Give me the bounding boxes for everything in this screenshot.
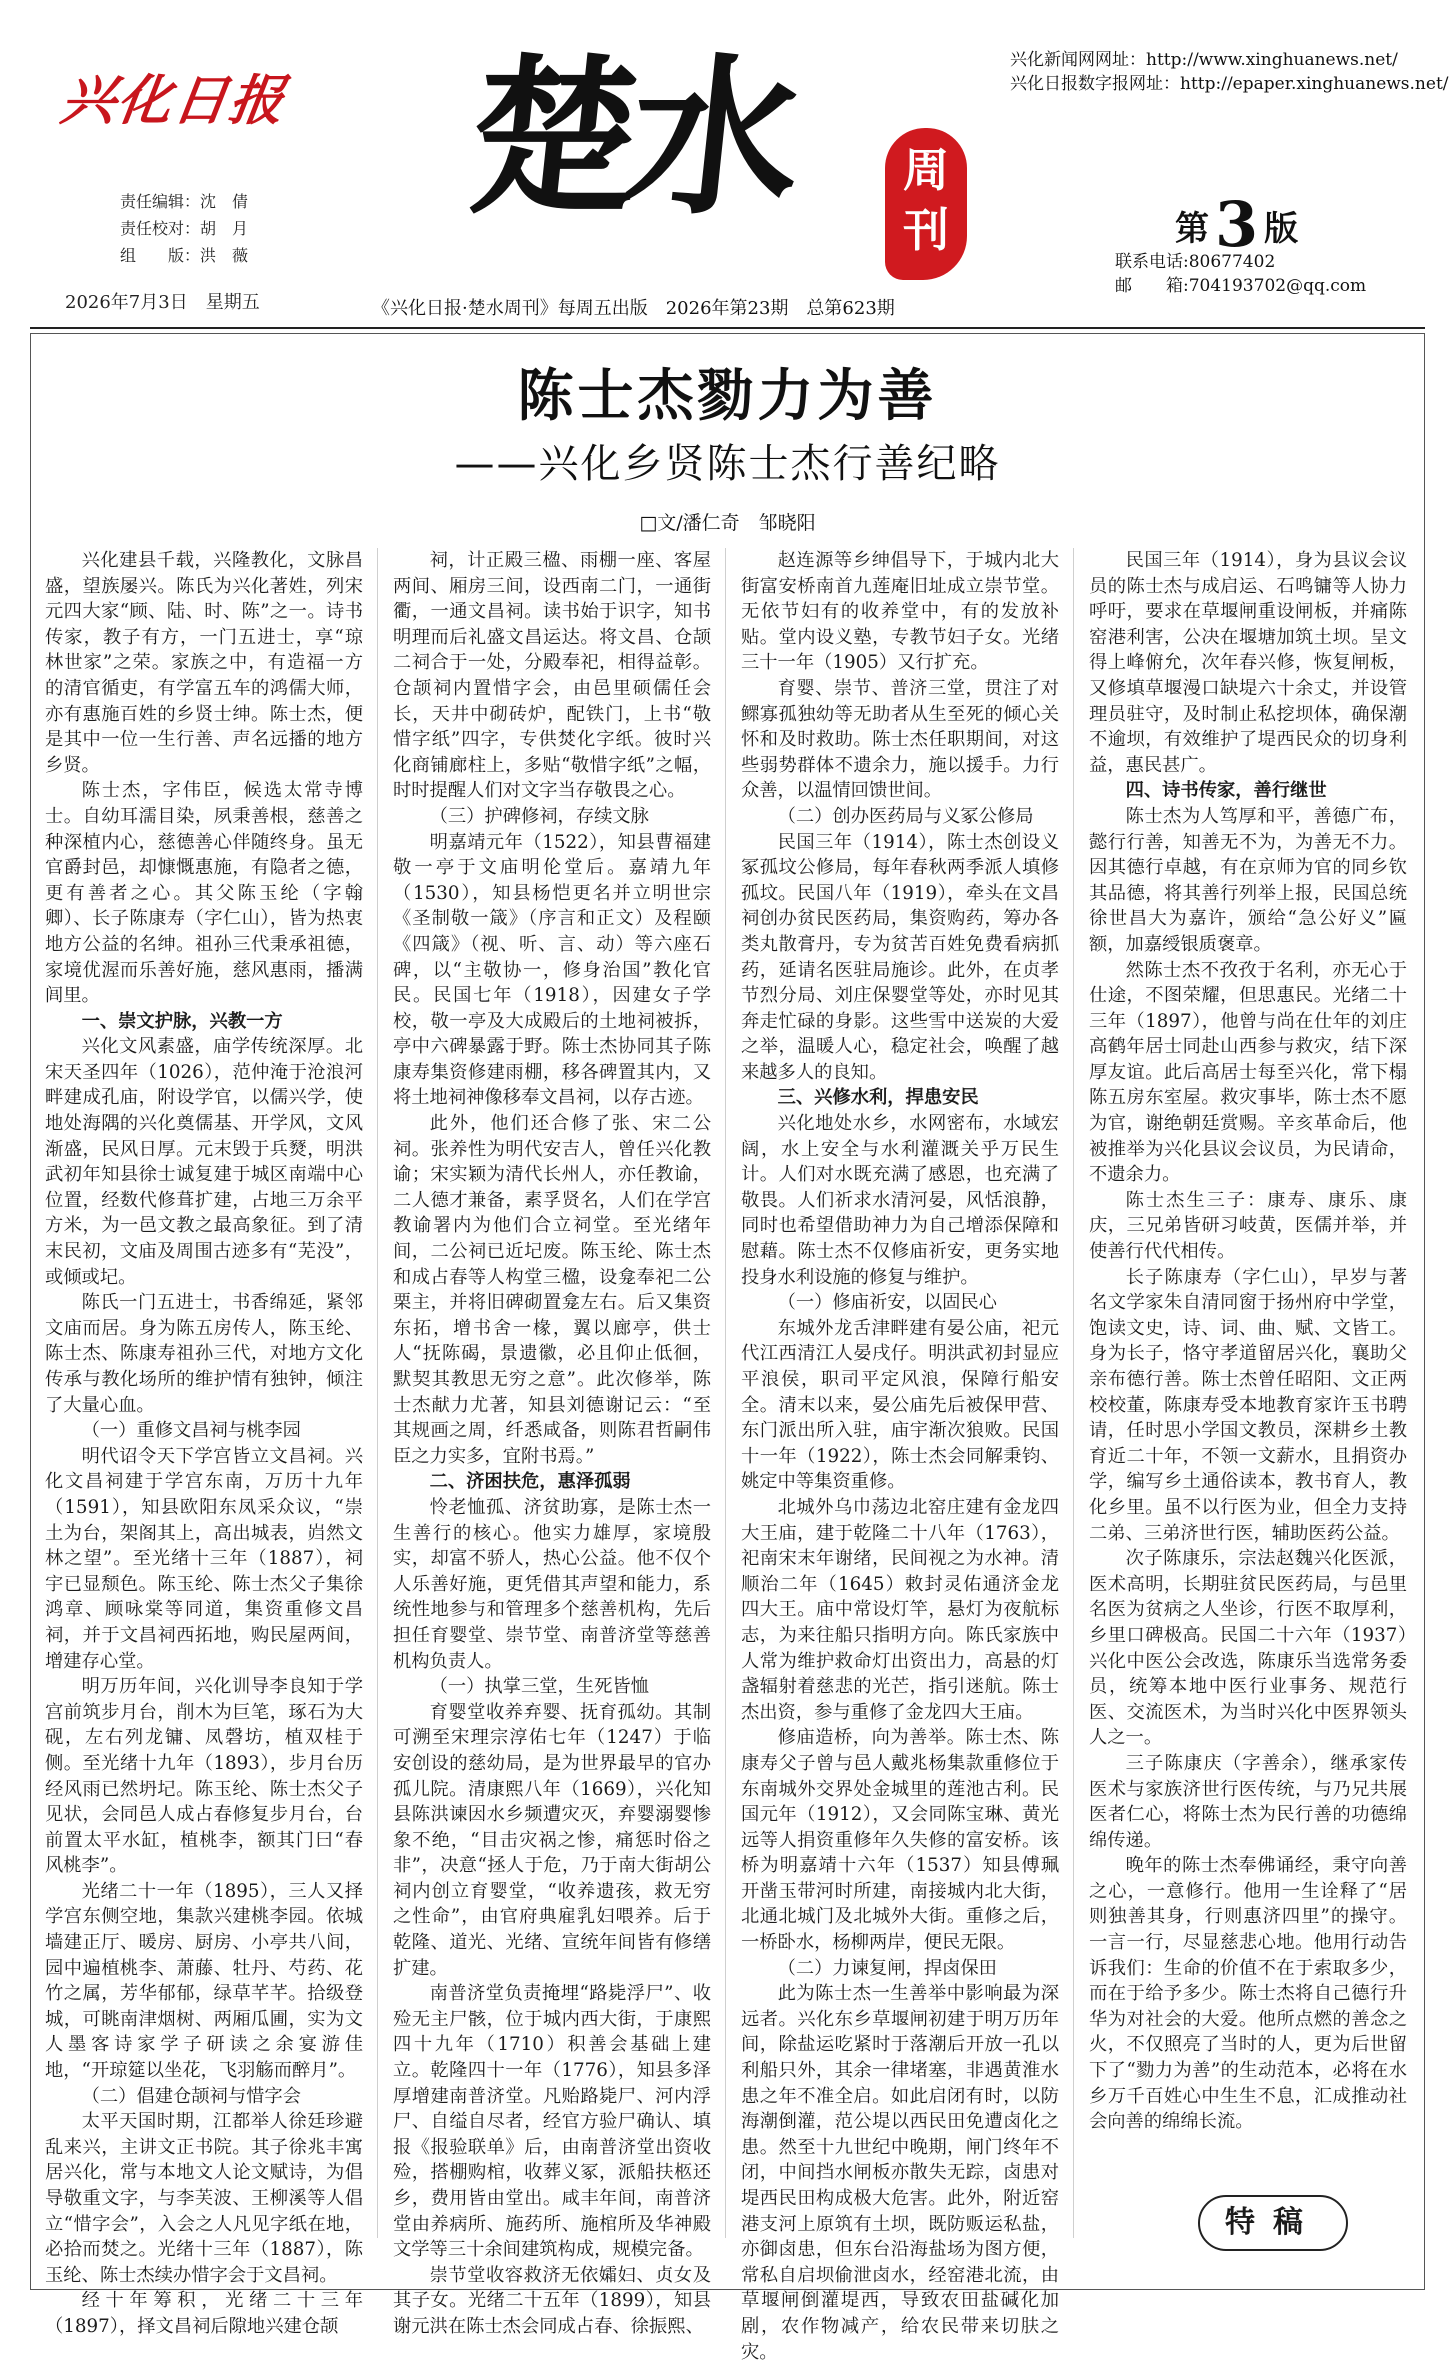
section-heading: 一、崇文护脉，兴教一方: [81, 1010, 283, 1032]
page-number-value: 3: [1215, 188, 1259, 261]
article-byline: □文/潘仁奇 邹晓阳: [639, 512, 816, 534]
column-divider: [725, 548, 726, 2238]
subsection-heading: （一）执掌三堂，生死皆恤: [429, 1676, 649, 1698]
credit-line: 责任校对：胡 月: [120, 219, 249, 238]
contact-email: 邮 箱:704193702@qq.com: [1115, 276, 1367, 296]
masthead-rule: [30, 327, 1425, 329]
paragraph: 长子陈康寿（字仁山），早岁与著名文学家朱自清同窗于扬州府中学堂，饱读文史，诗、词、曲、赋、文皆工。身为长子，恪守孝道留居兴化，襄助父亲布德行善。陈士杰曾任昭阳、文正两校校董，陈康寿受本地教育家许玉书聘请，任时思小学国文教员，深耕乡土教育近二十年，不领一文薪水，且捐资办学，编写乡土通俗读本，教书育人，教化乡里。虽不以行医为业，但全力支持二弟、三弟济世行医，辅助医药公益。: [1089, 1266, 1407, 1544]
paragraph: 太平天国时期，江都举人徐廷珍避乱来兴，主讲文正书院。其子徐兆丰寓居兴化，常与本地文人论文赋诗，为倡导敬重文字，与李芙波、王柳溪等人倡立“惜字会”，入会之人凡见字纸在地，必拾而焚之。光绪十三年（1887），陈玉纶、陈士杰续办惜字会于文昌祠。: [45, 2111, 363, 2286]
paragraph: 兴化地处水乡，水网密布，水域宏阔，水上安全与水利灌溉关乎万民生计。人们对水既充满了感恩，也充满了敬畏。人们祈求水清河晏，风恬浪静，同时也希望借助神力为自己增添保障和慰藉。陈士杰不仅修庙祈安，更务实地投身水利设施的修复与维护。: [741, 1113, 1059, 1288]
issue-line: 《兴化日报·楚水周刊》每周五出版 2026年第23期 总第623期: [372, 298, 895, 319]
paragraph: 民国三年（1914），身为县议会议员的陈士杰与成启运、石鸣镛等人协力呼吁，要求在草堰闸重设闸板，并痛陈窑港利害，公决在堰塘加筑土坝。呈文得上峰俯允，次年春兴修，恢复闸板，又修填草堰漫口缺堤六十余丈，并设管理员驻守，及时制止私挖坝体，确保潮不逾坝，有效维护了堤西民众的切身利益，惠民甚广。: [1089, 550, 1407, 776]
paragraph: 民国三年（1914），陈士杰创设义冢孤坟公修局，每年春秋两季派人填修孤坟。民国八年（1919），牵头在文昌祠创办贫民医药局，集资购药，筹办各类丸散膏丹，专为贫苦百姓免费看病抓药，延请名医驻局施诊。此外，在贞孝节烈分局、刘庄保婴堂等处，亦时见其奔走忙碌的身影。这些雪中送炭的大爱之举，温暖人心，稳定社会，唤醒了越来越多人的良知。: [741, 831, 1059, 1083]
section-heading: 三、兴修水利，捍患安民: [777, 1087, 979, 1109]
special-feature-stamp: 特稿: [1198, 2195, 1348, 2251]
paragraph: 明代诏令天下学宫皆立文昌祠。兴化文昌祠建于学宫东南，万历十九年（1591），知县欧阳东凤采众议，“崇土为台，架阁其上，高出城表，岿然文林之望”。至光绪十三年（1887），祠宇已显颓色。陈玉纶、陈士杰父子集徐鸿章、顾咏棠等同道，集资重修文昌祠，并于文昌祠西拓地，购民屋两间，增建存心堂。: [45, 1445, 363, 1672]
paragraph: 陈氏一门五进士，书香绵延，紧邻文庙而居。身为陈五房传人，陈玉纶、陈士杰、陈康寿祖孙三代，对地方文化传承与教化场所的维护情有独钟，倾注了大量心血。: [45, 1292, 363, 1416]
paragraph: 然陈士杰不孜孜于名利，亦无心于仕途，不图荣耀，但思惠民。光绪二十三年（1897），他曾与尚在仕年的刘庄高鹤年居士同赴山西参与救灾，结下深厚友谊。此后高居士每至兴化，常下榻陈五房东室屋。救灾事毕，陈士杰不愿为官，谢绝朝廷赏赐。辛亥革命后，他被推举为兴化县议会议员，为民请命，不遗余力。: [1089, 959, 1407, 1186]
contact-phone: 联系电话:80677402: [1115, 252, 1276, 272]
paragraph: 陈士杰为人笃厚和平，善德广布，懿行行善，知善无不为，为善无不力。因其德行卓越，有在京师为官的同乡钦其品德，将其善行列举上报，民国总统徐世昌大为嘉许，颁给“急公好义”匾额，加嘉绶银质褒章。: [1089, 805, 1407, 955]
paragraph: 北城外乌巾荡边北窑庄建有金龙四大王庙，建于乾隆二十八年（1763），祀南宋末年谢绪，民间视之为水神。清顺治二年（1645）敕封灵佑通济金龙四大王。庙中常设灯竿，悬灯为夜航标志，为来往船只指明方向。陈氏家族中人常为维护救命灯出资出力，高悬的灯盏辐射着慈悲的光芒，指引迷航。陈士杰出资，参与重修了金龙四大王庙。: [741, 1496, 1059, 1723]
epaper-url[interactable]: 兴化日报数字报网址：http://epaper.xinghuanews.net/: [1010, 74, 1449, 94]
subsection-heading: （二）倡建仓颉祠与惜字会: [81, 2085, 301, 2107]
paragraph: 怜老恤孤、济贫助寡，是陈士杰一生善行的核心。他实力雄厚，家境殷实，却富不骄人，热心公益。他不仅个人乐善好施，更凭借其声望和能力，系统性地参与和管理多个慈善机构，先后担任育婴堂、崇节堂、南普济堂等慈善机构负责人。: [393, 1496, 711, 1672]
paragraph: 陈士杰生三子：康寿、康乐、康庆，三兄弟皆研习岐黄，医儒并举，并使善行代代相传。: [1089, 1189, 1407, 1263]
paragraph: 晚年的陈士杰奉佛诵经，秉守向善之心，一意修行。他用一生诠释了“居则独善其身，行则惠济四里”的操守。一言一行，尽显慈悲心地。他用行动告诉我们：生命的价值不在于索取多少，而在于给予多少。陈士杰将自己德行升华为对社会的大爱。他所点燃的善念之火，不仅照亮了当时的人，更为后世留下了“勠力为善”的生动范本，必将在水乡万千百姓心中生生不息，汇成推动社会向善的绵绵长流。: [1089, 1855, 1407, 2133]
website-info: [1010, 48, 1449, 96]
subsection-heading: （二）创办医药局与义冢公修局: [777, 805, 1034, 827]
subsection-heading: （三）护碑修祠，存续文脉: [429, 805, 649, 827]
subsection-heading: （一）重修文昌祠与桃李园: [81, 1420, 301, 1442]
paragraph: 育婴堂收养弃婴、抚育孤幼。其制可溯至宋理宗淳佑七年（1247）于临安创设的慈幼局，是为世界最早的官办孤儿院。清康熙八年（1669），兴化知县陈洪谏因水乡频遭灾灭，弃婴溺婴惨象不绝，“目击灾祸之惨，痛惩时俗之非”，决意“拯人于危，乃于南大街胡公祠内创立育婴堂，“收养遗孩，救无穷之性命”，由官府典雇乳妇喂养。后于乾隆、道光、光绪、宣统年间皆有修缮扩建。: [393, 1701, 711, 1979]
paragraph: 此外，他们还合修了张、宋二公祠。张养性为明代安吉人，曾任兴化教谕；宋实颖为清代长州人，亦任教谕，二人德才兼备，素孚贤名，人们在学宫教谕署内为他们合立祠堂。至光绪年间，二公祠已近圮废。陈玉纶、陈士杰和成占春等人构堂三楹，设龛奉祀二公栗主，并将旧碑砌置龛左右。后又集资东拓，增书舍一椽，翼以廊亭，供士人“抚陈碣，景遗徽，必且仰止低徊，默契其教思无穷之意”。此次修举，陈士杰献力尤著，知县刘德谢记云：“至其规画之周，纤悉咸备，则陈君哲嗣伟臣之力实多，宜附书焉。”: [393, 1113, 711, 1467]
paragraph: 崇节堂收容救济无依孀妇、贞女及其子女。光绪二十五年（1899），知县谢元洪在陈士杰会同成占春、徐振熙、: [393, 2264, 711, 2337]
contact-info: [1115, 250, 1366, 298]
paragraph: 兴化文风素盛，庙学传统深厚。北宋天圣四年（1026），范仲淹于沧浪河畔建成孔庙，附设学官，以儒兴学，使地处海隅的兴化奠儒基、开学风，文风渐盛，民风日厚。元末毁于兵燹，明洪武初年知县徐士诚复建于城区南端中心位置，经数代修葺扩建，占地三万余平方米，为一邑文教之最高象征。到了清末民初，文庙及周围古迹多有“芜没”，或倾或圮。: [45, 1036, 363, 1288]
article-column-1: [45, 548, 363, 2340]
paragraph: 祠，计正殿三楹、雨棚一座、客屋两间、厢房三间，设西南二门，一通街衢，一通文昌祠。读书始于识字，知书明理而后礼盛文昌运达。将文昌、仓颉二祠合于一处，分殿奉祀，相得益彰。仓颉祠内置惜字会，由邑里硕儒任会长，天井中砌砖炉，配铁门，上书“敬惜字纸”四字，专供焚化字纸。彼时兴化商铺廊柱上，多贴“敬惜字纸”之幅，时时提醒人们对文字当存敬畏之心。: [393, 550, 711, 802]
column-divider: [1073, 548, 1074, 2238]
article-column-4: [1089, 548, 1407, 2135]
news-site-url[interactable]: 兴化新闻网网址：http://www.xinghuanews.net/: [1010, 50, 1398, 70]
paragraph: 此为陈士杰一生善举中影响最为深远者。兴化东乡草堰闸初建于明万历年间，除盐运吃紧时于落潮后开放一孔以利船只外，其余一律堵塞，非遇黄淮水患之年不准全启。如此启闭有时，以防海潮倒灌，范公堤以西民田免遭卤化之患。然至十九世纪中晚期，闸门终年不闭，中间挡水闸板亦散失无踪，卤患对堤西民田构成极大危害。此外，附近窑港支河上原筑有土坝，既防贩运私盐，亦御卤患，但东台沿海盐场为图方便，常私自启坝偷泄卤水，经窑港北流，由草堰闸倒灌堤西，导致农田盐碱化加剧，农作物减产，给农民带来切肤之灾。: [741, 1983, 1059, 2363]
credit-line: 组 版：洪 薇: [120, 246, 249, 265]
section-heading: 四、诗书传家，善行继世: [1125, 780, 1327, 802]
paragraph: 修庙造桥，向为善举。陈士杰、陈康寿父子曾与邑人戴兆杨集款重修位于东南城外交界处金城里的莲池古利。民国元年（1912），又会同陈宝琳、黄光远等人捐资重修年久失修的富安桥。该桥为明嘉靖十六年（1537）知县傅珮开凿玉带河时所建，南接城内北大街，北通北城门及北城外大街。重修之后，一桥卧水，杨柳两岸，便民无限。: [741, 1727, 1059, 1954]
section-heading: 二、济困扶危，惠泽孤弱: [429, 1471, 631, 1493]
article-column-2: [393, 548, 711, 2340]
publish-date: 2026年7月3日 星期五: [65, 292, 260, 313]
paragraph: 三子陈康庆（字善余），继承家传医术与家族济世行医传统，与乃兄共展医者仁心，将陈士杰为民行善的功德绵绵传递。: [1089, 1752, 1407, 1851]
paragraph: 陈士杰，字伟臣，候选太常寺博士。自幼耳濡目染，夙秉善根，慈善之种深植内心，慈德善心伴随终身。虽无官爵封邑，却慷慨惠施，有隐者之德，更有善者之心。其父陈玉纶（字翰卿）、长子陈康寿（字仁山），皆为热衷地方公益的名绅。祖孙三代秉承祖德，家境优渥而乐善好施，慈风惠雨，播满闾里。: [45, 780, 363, 1007]
paragraph: 明嘉靖元年（1522），知县曹福建敬一亭于文庙明伦堂后。嘉靖九年（1530），知县杨恺更名并立明世宗《圣制敬一箴》（序言和正文）及程颐《四箴》（视、听、言、动）等六座石碑，以“主敬协一，修身治国”教化官民。民国七年（1918），因建女子学校，敬一亭及大成殿后的土地祠被拆，亭中六碑暴露于野。陈士杰协同其子陈康寿集资修建雨棚，移各碑置其内，又将土地祠神像移奉文昌祠，以存古迹。: [393, 831, 711, 1109]
page-label-pre: 第: [1175, 209, 1209, 249]
paragraph: 兴化建县千载，兴隆教化，文脉昌盛，望族屡兴。陈氏为兴化著姓，列宋元四大家“顾、陆、时、陈”之一。诗书传家，教子有方，一门五进士，享“琼林世家”之荣。家族之中，有造福一方的清官循吏，有学富五车的鸿儒大师，亦有惠施百姓的乡贤士绅。陈士杰，便是其中一位一生行善、声名远播的地方乡贤。: [45, 550, 363, 776]
paragraph: 次子陈康乐，宗法赵魏兴化医派，医术高明，长期驻贫民医药局，与邑里名医为贫病之人坐诊，行医不取厚利，乡里口碑极高。民国二十六年（1937）兴化中医公会改选，陈康乐当选常务委员，统筹本地中医行业事务、规范行医、交流医术，为当时兴化中医界领头人之一。: [1089, 1548, 1407, 1749]
article-column-3: [741, 548, 1059, 2365]
page-label-post: 版: [1264, 209, 1299, 249]
weekly-badge: 周刊: [885, 128, 967, 280]
paragraph: 南普济堂负责掩埋“路毙浮尸”、收殓无主尸骸，位于城内西大街，于康熙四十九年（1710）积善会基础上建立。乾隆四十一年（1776），知县多泽厚增建南普济堂。凡贻路毙尸、河内浮尸、自缢自尽者，经官方验尸确认、填报《报验联单》后，由南普济堂出资收殓，搭棚购棺，收葬义冢，派船扶柩还乡，费用皆由堂出。咸丰年间，南普济堂由养病所、施药所、施棺所及华神殿文学等三十余间建筑构成，规模完备。: [393, 1983, 711, 2261]
subsection-heading: （一）修庙祈安，以固民心: [777, 1292, 997, 1314]
paragraph: 赵连源等乡绅倡导下，于城内北大街富安桥南首九莲庵旧址成立崇节堂。无依节妇有的收养堂中，有的发放补贴。堂内设义塾，专教节妇子女。光绪三十一年（1905）又行扩充。: [741, 550, 1059, 674]
newspaper-logo: 兴化日报: [57, 68, 291, 132]
subsection-heading: （二）力谏复闸，捍卤保田: [777, 1957, 997, 1979]
paragraph: 光绪二十一年（1895），三人又择学宫东侧空地，集款兴建桃李园。依城墙建正厅、暖房、厨房、小亭共八间，园中遍植桃李、萧藤、牡丹、芍药、花竹之属，芳华郁郁，绿草芊芊。拾级登城，可眺南津烟树、两厢瓜圃，实为文人墨客诗家学子研读之余宴游佳地，“开琼筵以坐花，飞羽觞而醉月”。: [45, 1880, 363, 2082]
section-brand-title: 楚水: [459, 38, 801, 238]
article-title: 陈士杰勠力为善: [517, 364, 938, 429]
paragraph: 东城外龙舌津畔建有晏公庙，祀元代江西清江人晏戌仔。明洪武初封显应平浪侯，职司平定风浪，保障行船安全。清末以来，晏公庙先后被保甲营、东门派出所入驻，庙宇渐次狼败。民国十一年（1922），陈士杰会同解秉钧、姚定中等集资重修。: [741, 1317, 1059, 1493]
article-subtitle: ——兴化乡贤陈士杰行善纪略: [454, 441, 1001, 487]
column-divider: [377, 548, 378, 2238]
editor-credits: [120, 188, 248, 269]
paragraph: 经十年筹积，光绪二十三年（1897），择文昌祠后隙地兴建仓颉: [45, 2290, 363, 2337]
credit-line: 责任编辑：沈 倩: [120, 192, 249, 211]
paragraph: 育婴、崇节、普济三堂，贯注了对鳏寡孤独幼等无助者从生至死的倾心关怀和及时救助。陈士杰任职期间，对这些弱势群体不遗余力，施以援手。力行众善，以温情回馈世间。: [741, 677, 1059, 802]
paragraph: 明万历年间，兴化训导李良知于学宫前筑步月台，削木为巨笔，琢石为大砚，左右列龙镛、凤磬坊，植双桂于侧。至光绪十九年（1893），步月台历经风雨已然坍圮。陈玉纶、陈士杰父子见状，会同邑人成占春修复步月台，台前置太平水缸，植桃李，额其门曰“春风桃李”。: [45, 1676, 363, 1877]
